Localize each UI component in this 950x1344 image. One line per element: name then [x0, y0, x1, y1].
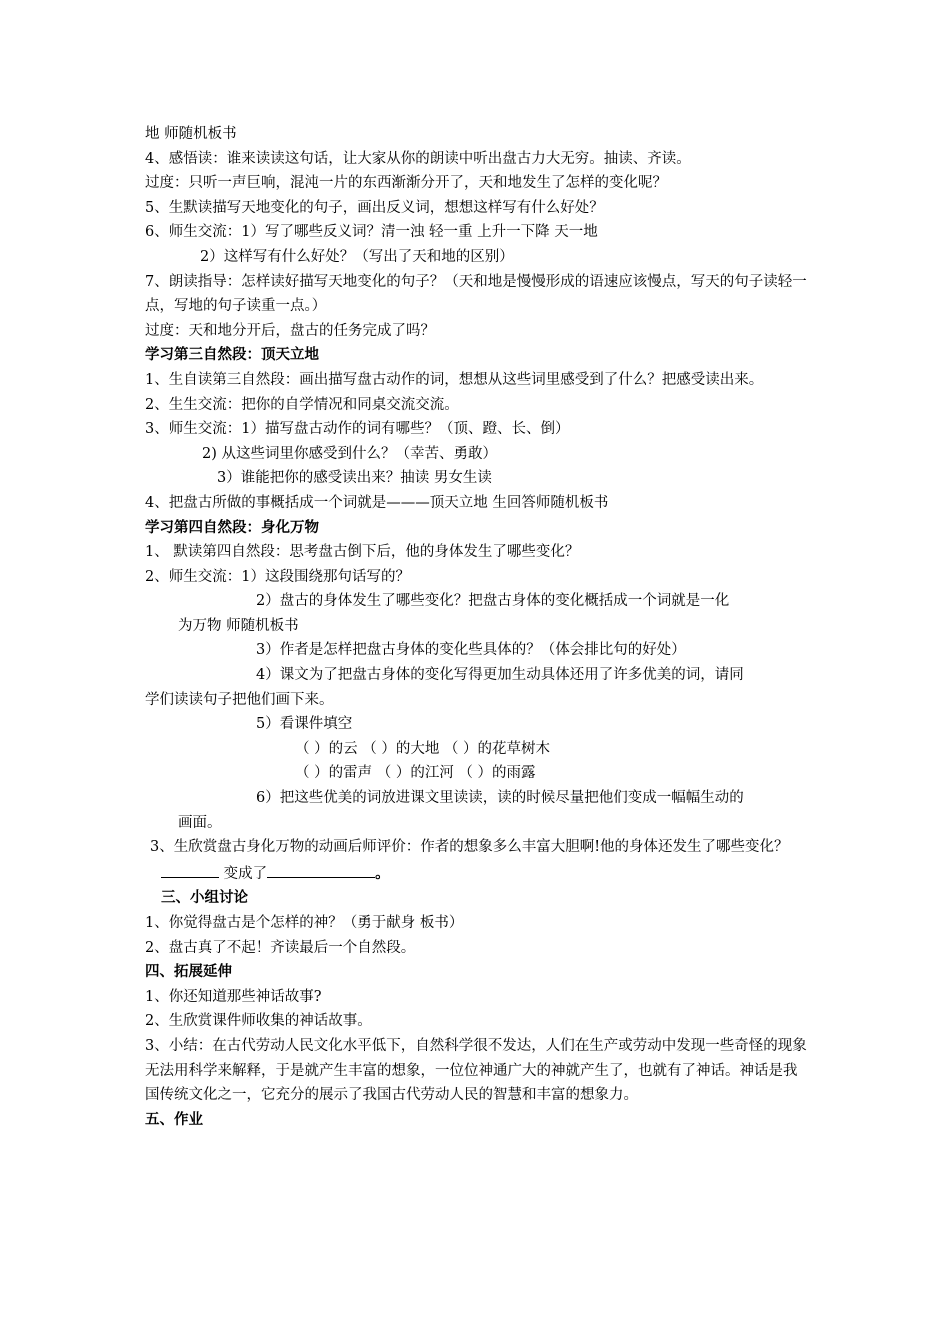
answer-blank	[267, 860, 375, 878]
text-line: 3、师生交流：1）描写盘古动作的词有哪些？（顶、蹬、长、倒）	[145, 421, 570, 438]
text-line: 1、你还知道那些神话故事?	[145, 988, 322, 1005]
section-heading: 学习第四自然段：身化万物	[145, 518, 319, 536]
text-line: 2、盘古真了不起！齐读最后一个自然段。	[145, 939, 416, 956]
text-line: 4）课文为了把盘古身体的变化写得更加生动具体还用了许多优美的词，请同	[256, 667, 744, 684]
text-line: 1、 默读第四自然段：思考盘古倒下后，他的身体发生了哪些变化？	[145, 544, 580, 561]
text-line: 2）盘古的身体发生了哪些变化？把盘古身体的变化概括成一个词就是一化	[256, 593, 730, 610]
text-line: 学们读读句子把他们画下来。	[145, 691, 334, 708]
text-paragraph: 1、生自读第三自然段：画出描写盘古动作的词，想想从这些词里感受到了什么？把感受读出来。	[145, 371, 764, 388]
text-line: 2、生欣赏课件师收集的神话故事。	[145, 1013, 372, 1030]
text-line: 3）谁能把你的感受读出来？抽读 男女生读	[217, 470, 492, 487]
text-paragraph: 7、朗读指导：怎样读好描写天地变化的句子？（天和地是慢慢形成的语速应该慢点，写天的句子读轻一点，写地的句子读重一点。）	[145, 273, 807, 315]
text-line: 2、师生交流：1）这段围绕那句话写的？	[145, 568, 410, 585]
text-line: 4、感悟读：谁来读读这句话，让大家从你的朗读中听出盘古力大无穷。抽读、齐读。	[145, 150, 691, 167]
text-line: 4、把盘古所做的事概括成一个词就是———顶天立地 生回答师随机板书	[145, 494, 609, 511]
section-heading: 五、作业	[145, 1110, 203, 1128]
text-line: 5）看课件填空	[256, 716, 353, 733]
text-fragment: 变成了	[223, 865, 268, 882]
text-line: 过度：天和地分开后，盘古的任务完成了吗？	[145, 322, 435, 339]
text-line: 3）作者是怎样把盘古身体的变化些具体的？（体会排比句的好处）	[256, 642, 686, 659]
text-fragment: 。	[375, 864, 390, 882]
section-heading: 四、拓展延伸	[145, 963, 232, 981]
text-line: 6）把这些优美的词放进课文里读读，读的时候尽量把他们变成一幅幅生动的	[256, 790, 744, 807]
text-line: 6、师生交流：1）写了哪些反义词？清一浊 轻一重 上升一下降 天一地	[145, 224, 598, 241]
text-line: 5、生默读描写天地变化的句子，画出反义词，想想这样写有什么好处？	[145, 199, 604, 216]
text-line: 2) 从这些词里你感受到什么？（幸苦、勇敢）	[202, 445, 497, 462]
text-line: 1、你觉得盘古是个怎样的神？（勇于献身 板书）	[145, 915, 464, 931]
text-paragraph: 3、生欣赏盘古身化万物的动画后师评价：作者的想象多么丰富大胆啊!他的身体还发生了哪些变化？	[150, 839, 789, 856]
section-heading: 学习第三自然段：顶天立地	[145, 346, 319, 364]
text-line: 为万物 师随机板书	[178, 617, 299, 634]
text-line: 2）这样写有什么好处？（写出了天和地的区别）	[200, 248, 514, 265]
section-heading: 三、小组讨论	[161, 889, 248, 907]
text-line: 地 师随机板书	[145, 126, 237, 142]
document-body	[145, 122, 810, 1132]
text-line: 2、生生交流：把你的自学情况和同桌交流交流。	[145, 396, 459, 413]
fill-blank-sentence	[145, 860, 810, 887]
fill-blank-line: （ ）的云 （ ）的大地 （ ）的花草树木	[295, 740, 551, 757]
answer-blank	[161, 860, 219, 878]
fill-blank-line: （ ）的雷声 （ ）的江河 （ ）的雨露	[295, 765, 536, 782]
text-line: 画面。	[178, 814, 222, 831]
text-paragraph: 3、小结：在古代劳动人民文化水平低下，自然科学很不发达，人们在生产或劳动中发现一些奇怪的现象无法用科学来解释，于是就产生丰富的想象，一位位神通广大的神就产生了，也就有了神话。神话是我国传统文化之一，它充分的展示了我国古代劳动人民的智慧和丰富的想象力。	[145, 1037, 807, 1104]
text-line: 过度：只听一声巨响，混沌一片的东西渐渐分开了，天和地发生了怎样的变化呢？	[145, 175, 667, 192]
